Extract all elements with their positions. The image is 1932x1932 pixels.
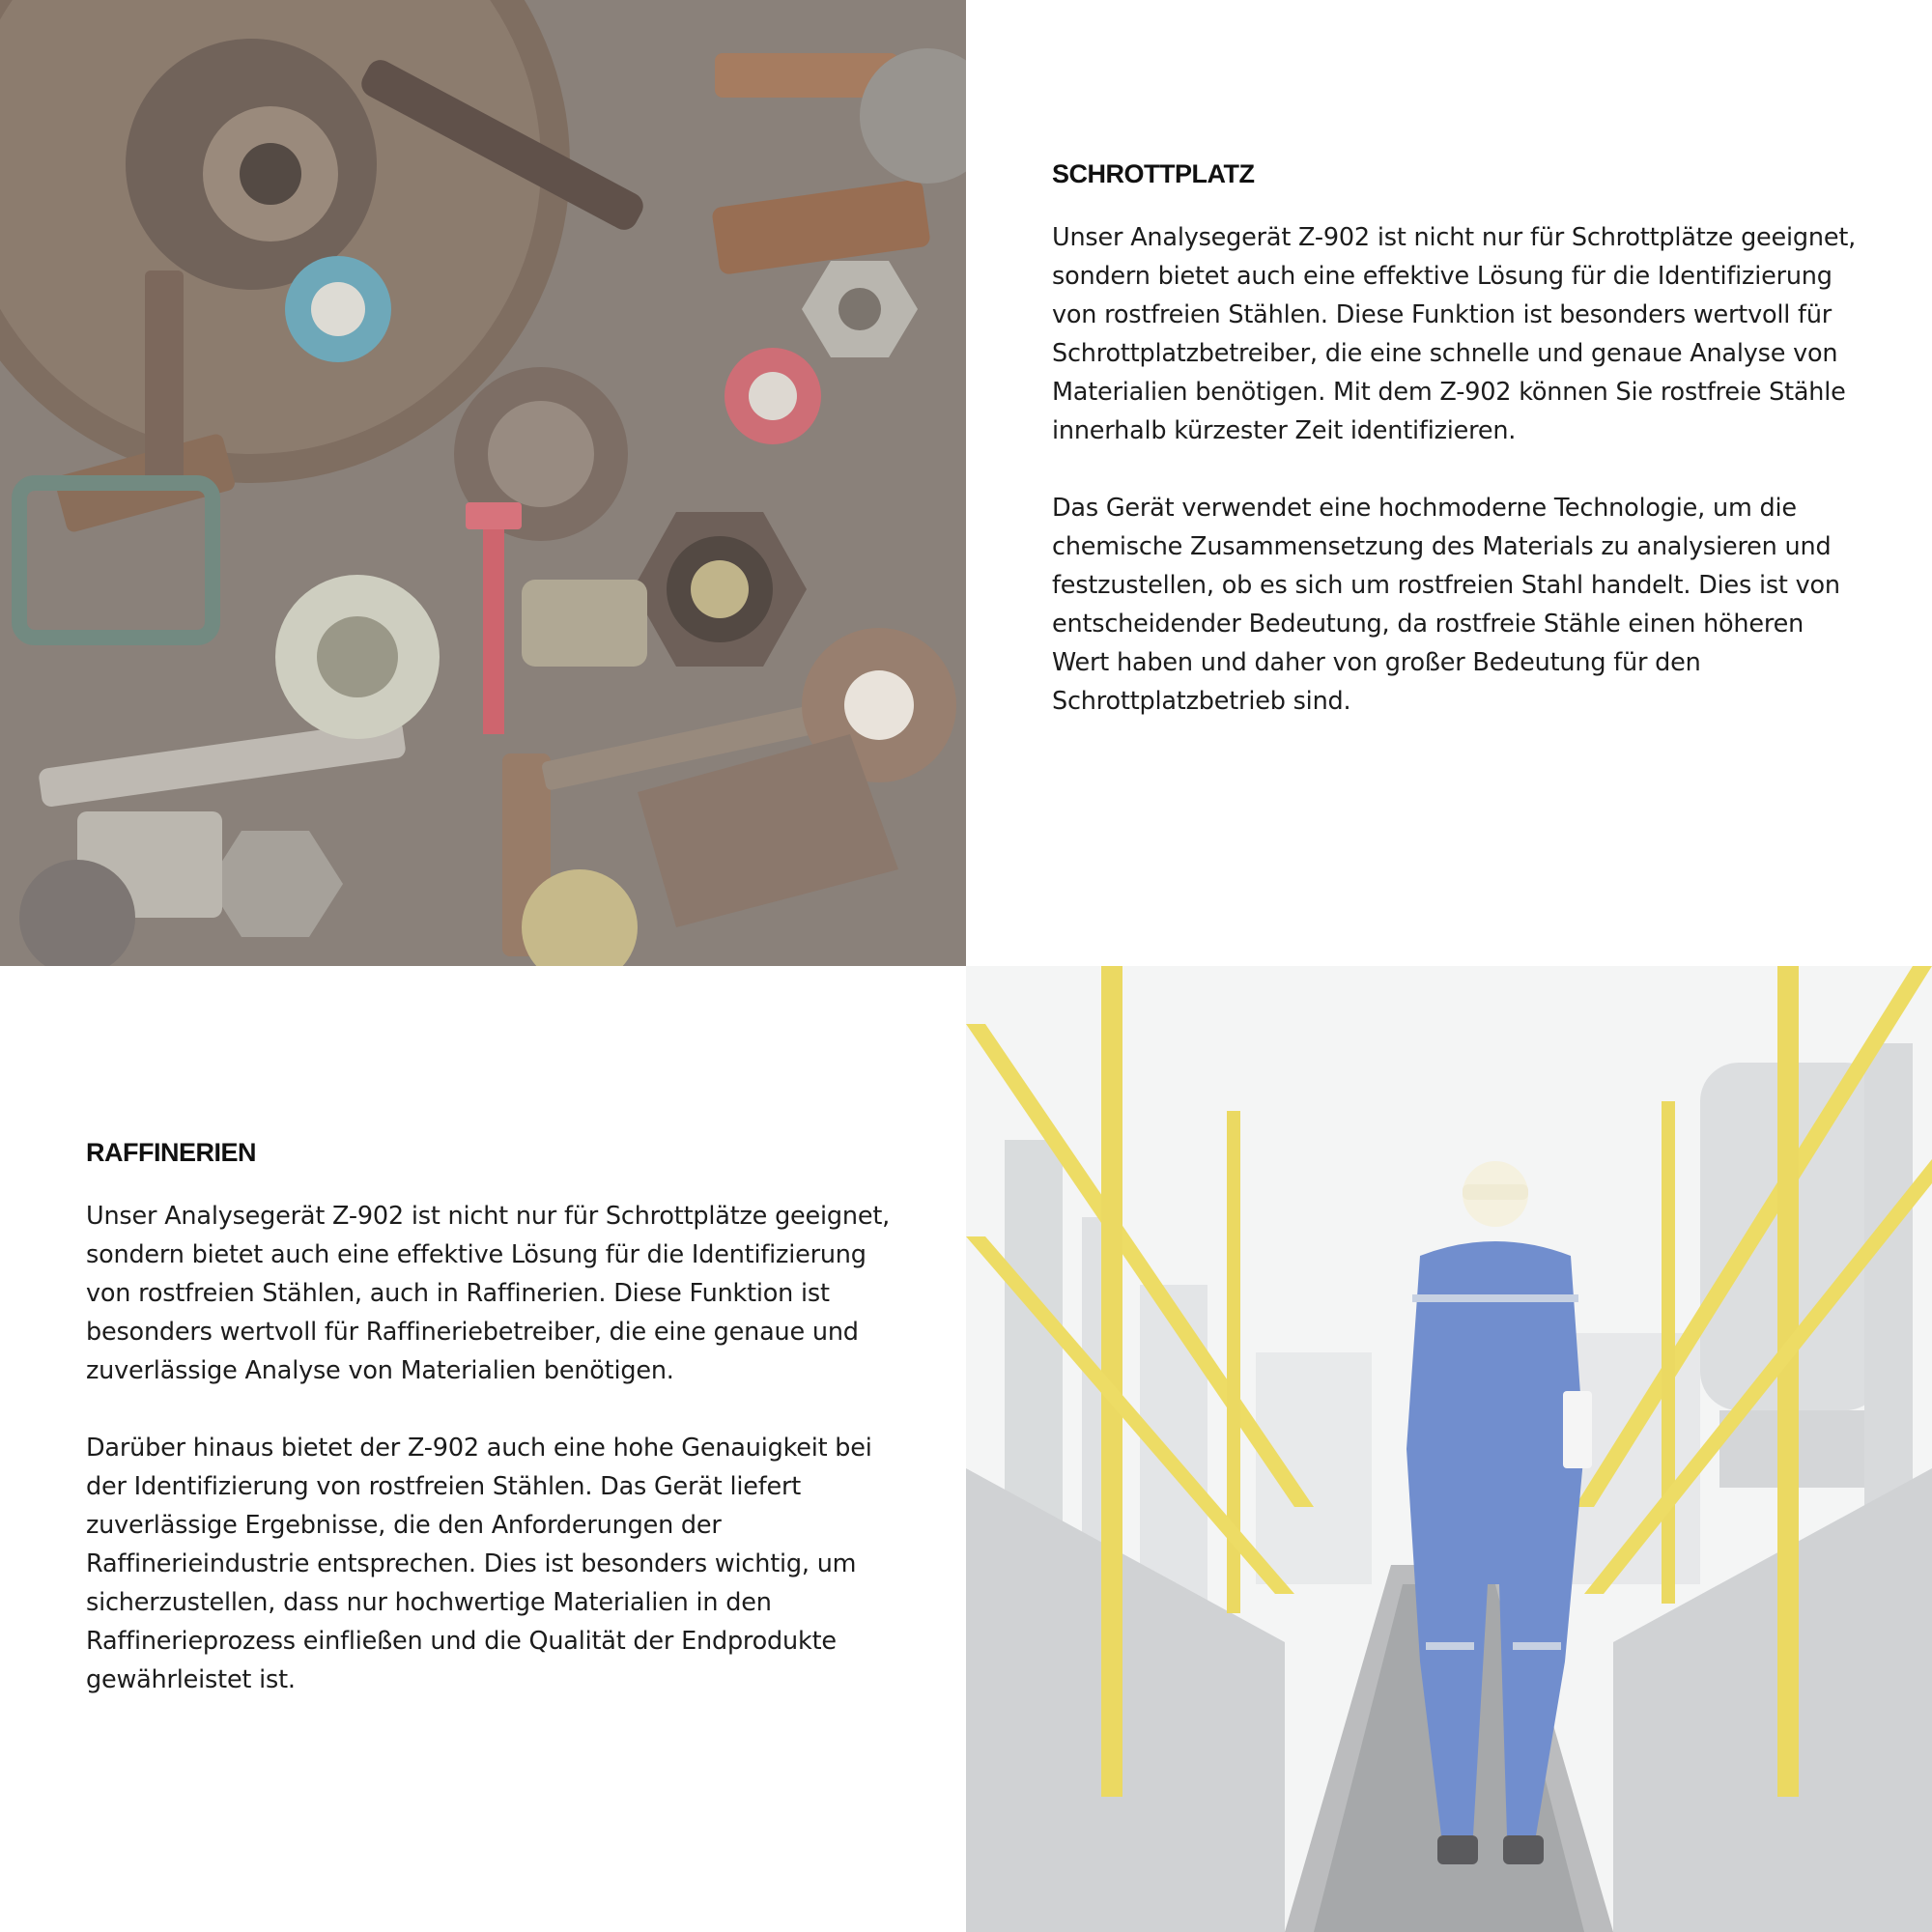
refinery-section: [86, 1138, 897, 1738]
refinery-heading: RAFFINERIEN: [86, 1138, 256, 1167]
refinery-paragraph-1: Unser Analysegerät Z-902 ist nicht nur für Schrottplätze geeignet, sondern bietet auch eine effektive Lösung für die Identifizierung von rostfreien Stählen, auch in Raffinerien. Diese Funktion ist besonders wertvoll für Raffineriebetreiber, die eine genaue und zuverlässige Analyse von Materialien benötigen.: [86, 1202, 891, 1385]
refinery-worker-photo: [966, 966, 1932, 1932]
scrap-section: [1052, 159, 1863, 759]
scrap-metal-photo: [0, 0, 966, 966]
scrap-heading: SCHROTTPLATZ: [1052, 159, 1255, 188]
scrap-paragraph-2: Das Gerät verwendet eine hochmoderne Technologie, um die chemische Zusammensetzung des Materials zu analysieren und festzustellen, ob es sich um rostfreien Stahl handelt. Dies ist von entscheidender Bedeutung, da rostfreie Stähle einen höheren Wert haben und daher von großer Bedeutung für den Schrottplatzbetrieb sind.: [1052, 494, 1840, 716]
scrap-paragraph-1: Unser Analysegerät Z-902 ist nicht nur für Schrottplätze geeignet, sondern bietet auch eine effektive Lösung für die Identifizierung von rostfreien Stählen. Diese Funktion ist besonders wertvoll für Schrottplatzbetreiber, die eine schnelle und genaue Analyse von Materialien benötigen. Mit dem Z-902 können Sie rostfreie Stähle innerhalb kürzester Zeit identifizieren.: [1052, 223, 1857, 445]
refinery-paragraph-2: Darüber hinaus bietet der Z-902 auch eine hohe Genauigkeit bei der Identifizierung von rostfreien Stählen. Das Gerät liefert zuverlässige Ergebnisse, die den Anforderungen der Raffinerieindustrie entsprechen. Dies ist besonders wichtig, um sicherzustellen, dass nur hochwertige Materialien in den Raffinerieprozess einfließen und die Qualität der Endprodukte gewährleistet ist.: [86, 1434, 872, 1694]
